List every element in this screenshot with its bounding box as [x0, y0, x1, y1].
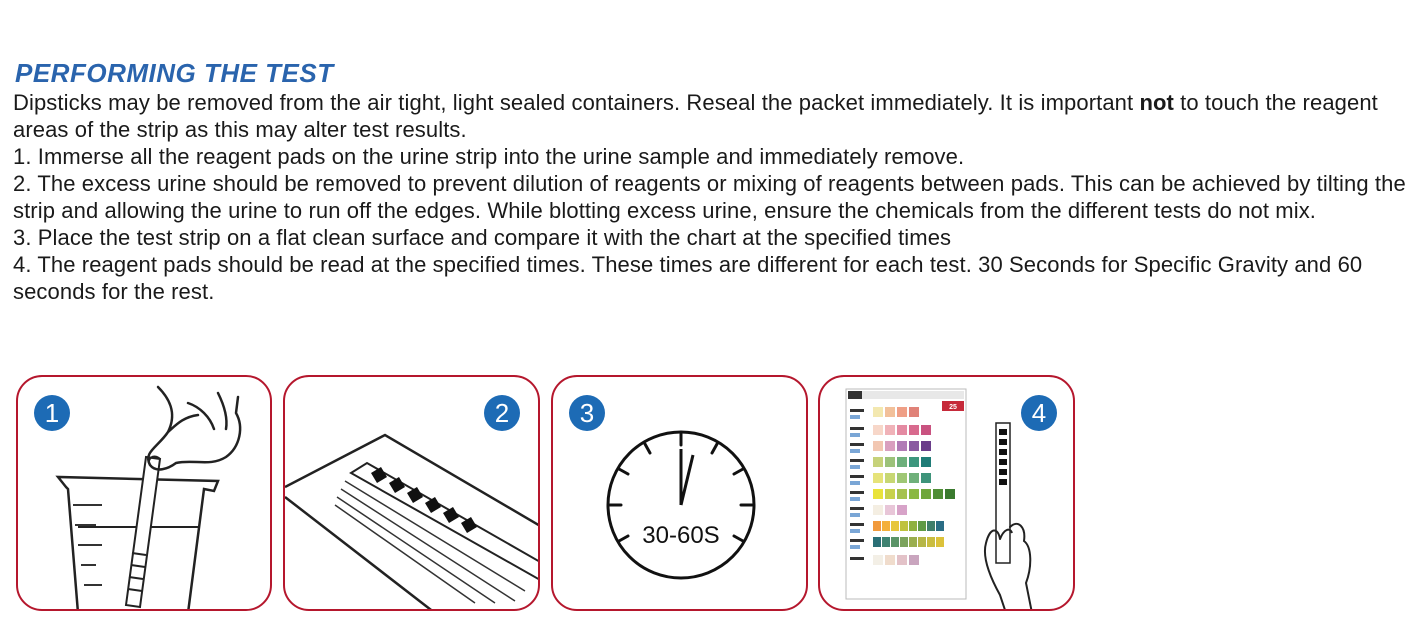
intro-text: Dipsticks may be removed from the air tight, light sealed containers. Reseal the packet immediately. It is important [13, 90, 1140, 115]
chart-badge: 25 [949, 404, 957, 411]
clock-icon [553, 377, 808, 611]
step-3: 3. Place the test strip on a flat clean surface and compare it with the chart at the specified times [13, 225, 952, 250]
instructions-body [13, 89, 1418, 305]
strip-on-surface-icon [285, 377, 540, 611]
step-4-illustration [818, 375, 1075, 611]
step-badge: 4 [1031, 398, 1047, 428]
step-badge: 1 [44, 398, 60, 428]
step-4: 4. The reagent pads should be read at the specified times. These times are different for each test. 30 Seconds for Specific Gravity and 60 seconds for the rest. [13, 252, 1363, 304]
urine-cup-dip-icon [18, 377, 272, 611]
color-chart-compare-icon [820, 377, 1075, 611]
intro-bold-word: not [1139, 90, 1174, 115]
step-badge: 3 [579, 398, 595, 428]
step-2-illustration [283, 375, 540, 611]
intro-text-end: to touch the reagent areas of the strip as this may alter test results. [13, 90, 1378, 142]
step-2: 2. The excess urine should be removed to prevent dilution of reagents or mixing of reagents between pads. This can be achieved by tilting the strip and allowing the urine to run off the edges. While blotting excess urine, ensure the chemicals from the different tests do not mix. [13, 171, 1406, 223]
intro-paragraph [13, 89, 1418, 143]
step-1-illustration [16, 375, 272, 611]
section-heading: PERFORMING THE TEST [15, 58, 334, 88]
step-1: 1. Immerse all the reagent pads on the urine strip into the urine sample and immediately remove. [13, 144, 965, 169]
step-badge: 2 [494, 398, 510, 428]
step-3-illustration [551, 375, 808, 611]
timer-label: 30-60S [642, 522, 720, 549]
